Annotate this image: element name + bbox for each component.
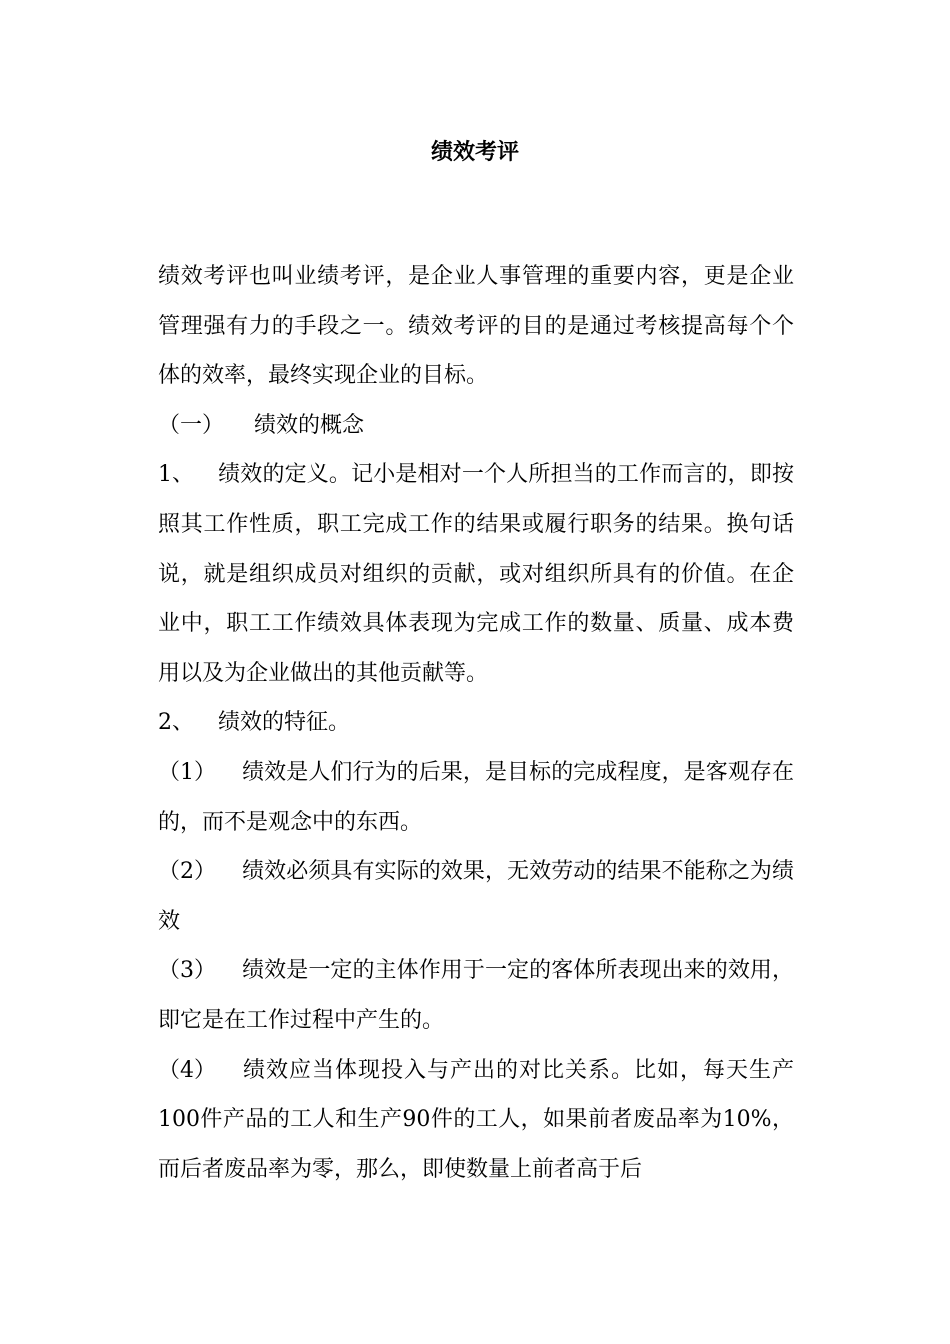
feature-text: 绩效是人们行为的后果，是目标的完成程度，是客观存在的，而不是观念中的东西。: [158, 759, 794, 835]
feature-number: （2）: [158, 859, 216, 885]
section-title: 绩效的概念: [254, 412, 365, 438]
feature-text: 绩效应当体现投入与产出的对比关系。比如，每天生产100件产品的工人和生产90件的工人，如果前者废品率为10%，而后者废品率为零，那么，即使数量上前者高于后: [158, 1057, 794, 1182]
feature-item: [158, 1046, 794, 1195]
section-heading: [158, 401, 794, 451]
point-text: 绩效的特征。: [218, 710, 351, 736]
feature-item: [158, 946, 794, 1045]
definition-paragraph: [158, 450, 794, 698]
feature-number: （4）: [158, 1057, 216, 1083]
point-number: 2、: [158, 710, 194, 736]
section-number: （一）: [158, 412, 225, 438]
point-number: 1、: [158, 462, 194, 488]
feature-item: [158, 847, 794, 946]
feature-number: （3）: [158, 958, 216, 984]
feature-text: 绩效是一定的主体作用于一定的客体所表现出来的效用，即它是在工作过程中产生的。: [158, 958, 794, 1033]
features-heading: [158, 698, 794, 748]
intro-paragraph: 绩效考评也叫业绩考评，是企业人事管理的重要内容，更是企业管理强有力的手段之一。绩效考评的目的是通过考核提高每个个体的效率，最终实现企业的目标。: [158, 264, 794, 389]
feature-text: 绩效必须具有实际的效果，无效劳动的结果不能称之为绩效: [158, 859, 794, 934]
feature-item: [158, 748, 794, 847]
feature-number: （1）: [158, 759, 216, 785]
document-title: 绩效考评: [430, 139, 519, 165]
point-text: 绩效的定义。记小是相对一个人所担当的工作而言的，即按照其工作性质，职工完成工作的结果或履行职务的结果。换句话说，就是组织成员对组织的贡献，或对组织所具有的价值。在企业中，职工工作绩效具体表现为完成工作的数量、质量、成本费用以及为企业做出的其他贡献等。: [158, 462, 794, 686]
document-body: [158, 252, 794, 1194]
